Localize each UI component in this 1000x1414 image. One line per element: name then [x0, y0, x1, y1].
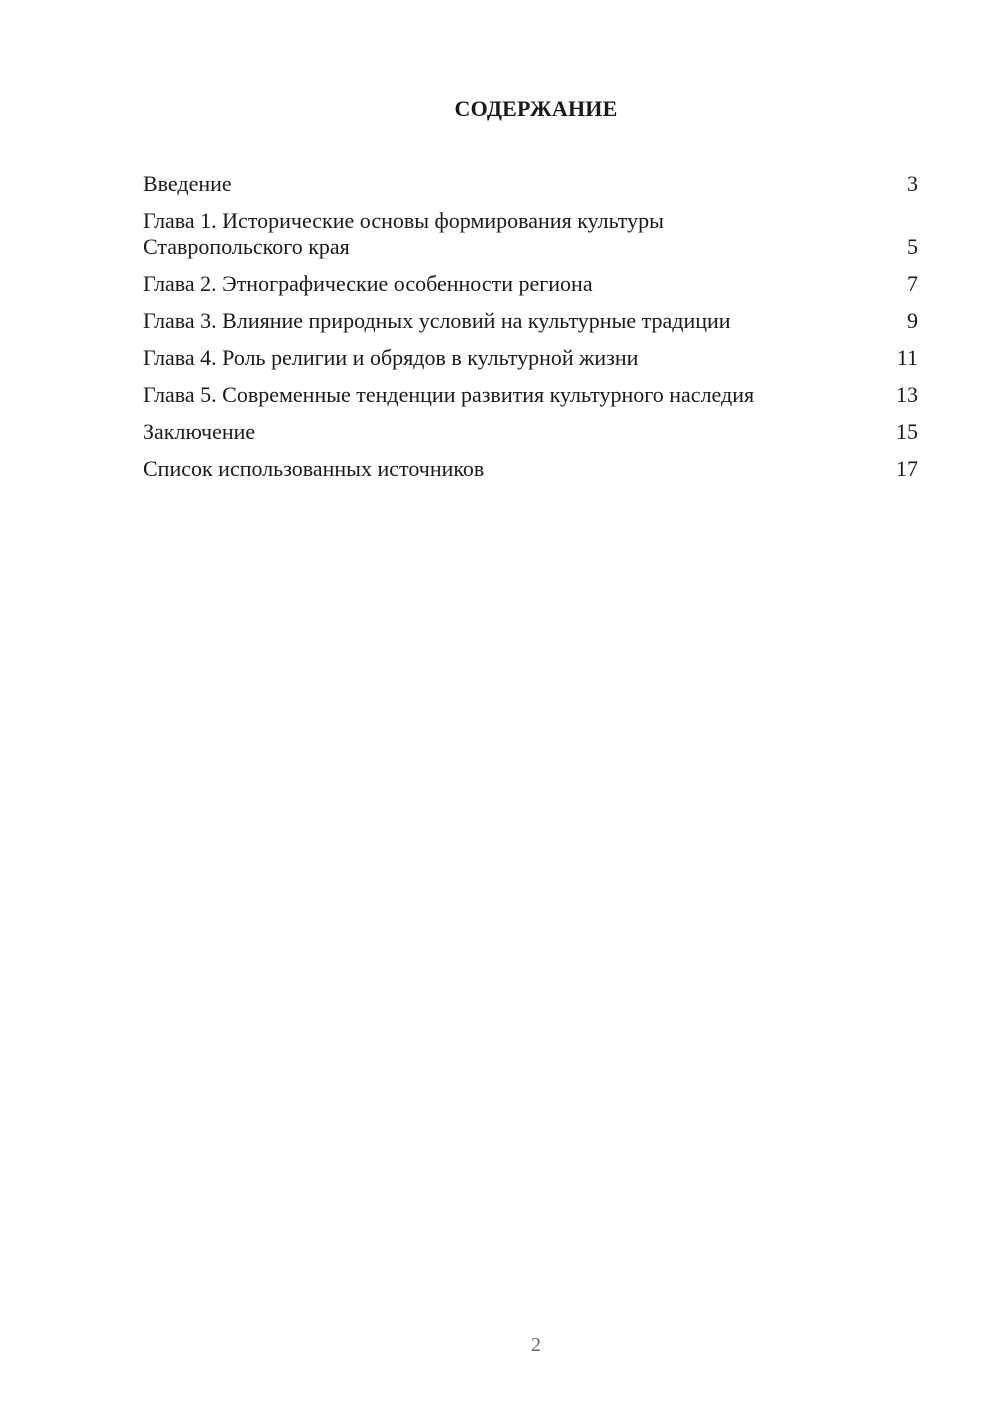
page-number: 2: [531, 1334, 541, 1356]
page-title: СОДЕРЖАНИЕ: [454, 96, 618, 121]
toc-entry-title: Глава 4. Роль религии и обрядов в культурной жизни: [143, 345, 639, 370]
toc-entry-title: Глава 1. Исторические основы формирования культуры Ставропольского края: [143, 208, 664, 259]
toc-entry-page: 5: [907, 234, 918, 259]
toc-entry-chapter-5: [143, 382, 918, 408]
toc-entry-page: 9: [907, 308, 918, 333]
toc-entry-page: 17: [896, 456, 918, 481]
toc-entry-introduction: [143, 171, 918, 197]
toc-entry-page: 11: [896, 345, 918, 370]
table-of-contents: [143, 171, 918, 493]
toc-entry-page: 7: [907, 271, 918, 296]
toc-entry-chapter-2: [143, 271, 918, 297]
toc-entry-references: [143, 456, 918, 482]
toc-entry-chapter-1: [143, 208, 918, 260]
toc-entry-title: Заключение: [143, 419, 256, 444]
toc-entry-title: Глава 3. Влияние природных условий на культурные традиции: [143, 308, 731, 333]
toc-entry-chapter-4: [143, 345, 918, 371]
toc-entry-page: 3: [907, 171, 918, 196]
toc-entry-title: Список использованных источников: [143, 456, 485, 481]
toc-entry-chapter-3: [143, 308, 918, 334]
toc-entry-page: 15: [896, 419, 918, 444]
toc-entry-title: Введение: [143, 171, 232, 196]
toc-entry-page: 13: [896, 382, 918, 407]
toc-entry-title: Глава 2. Этнографические особенности региона: [143, 271, 593, 296]
toc-entry-title: Глава 5. Современные тенденции развития культурного наследия: [143, 382, 755, 407]
toc-entry-conclusion: [143, 419, 918, 445]
